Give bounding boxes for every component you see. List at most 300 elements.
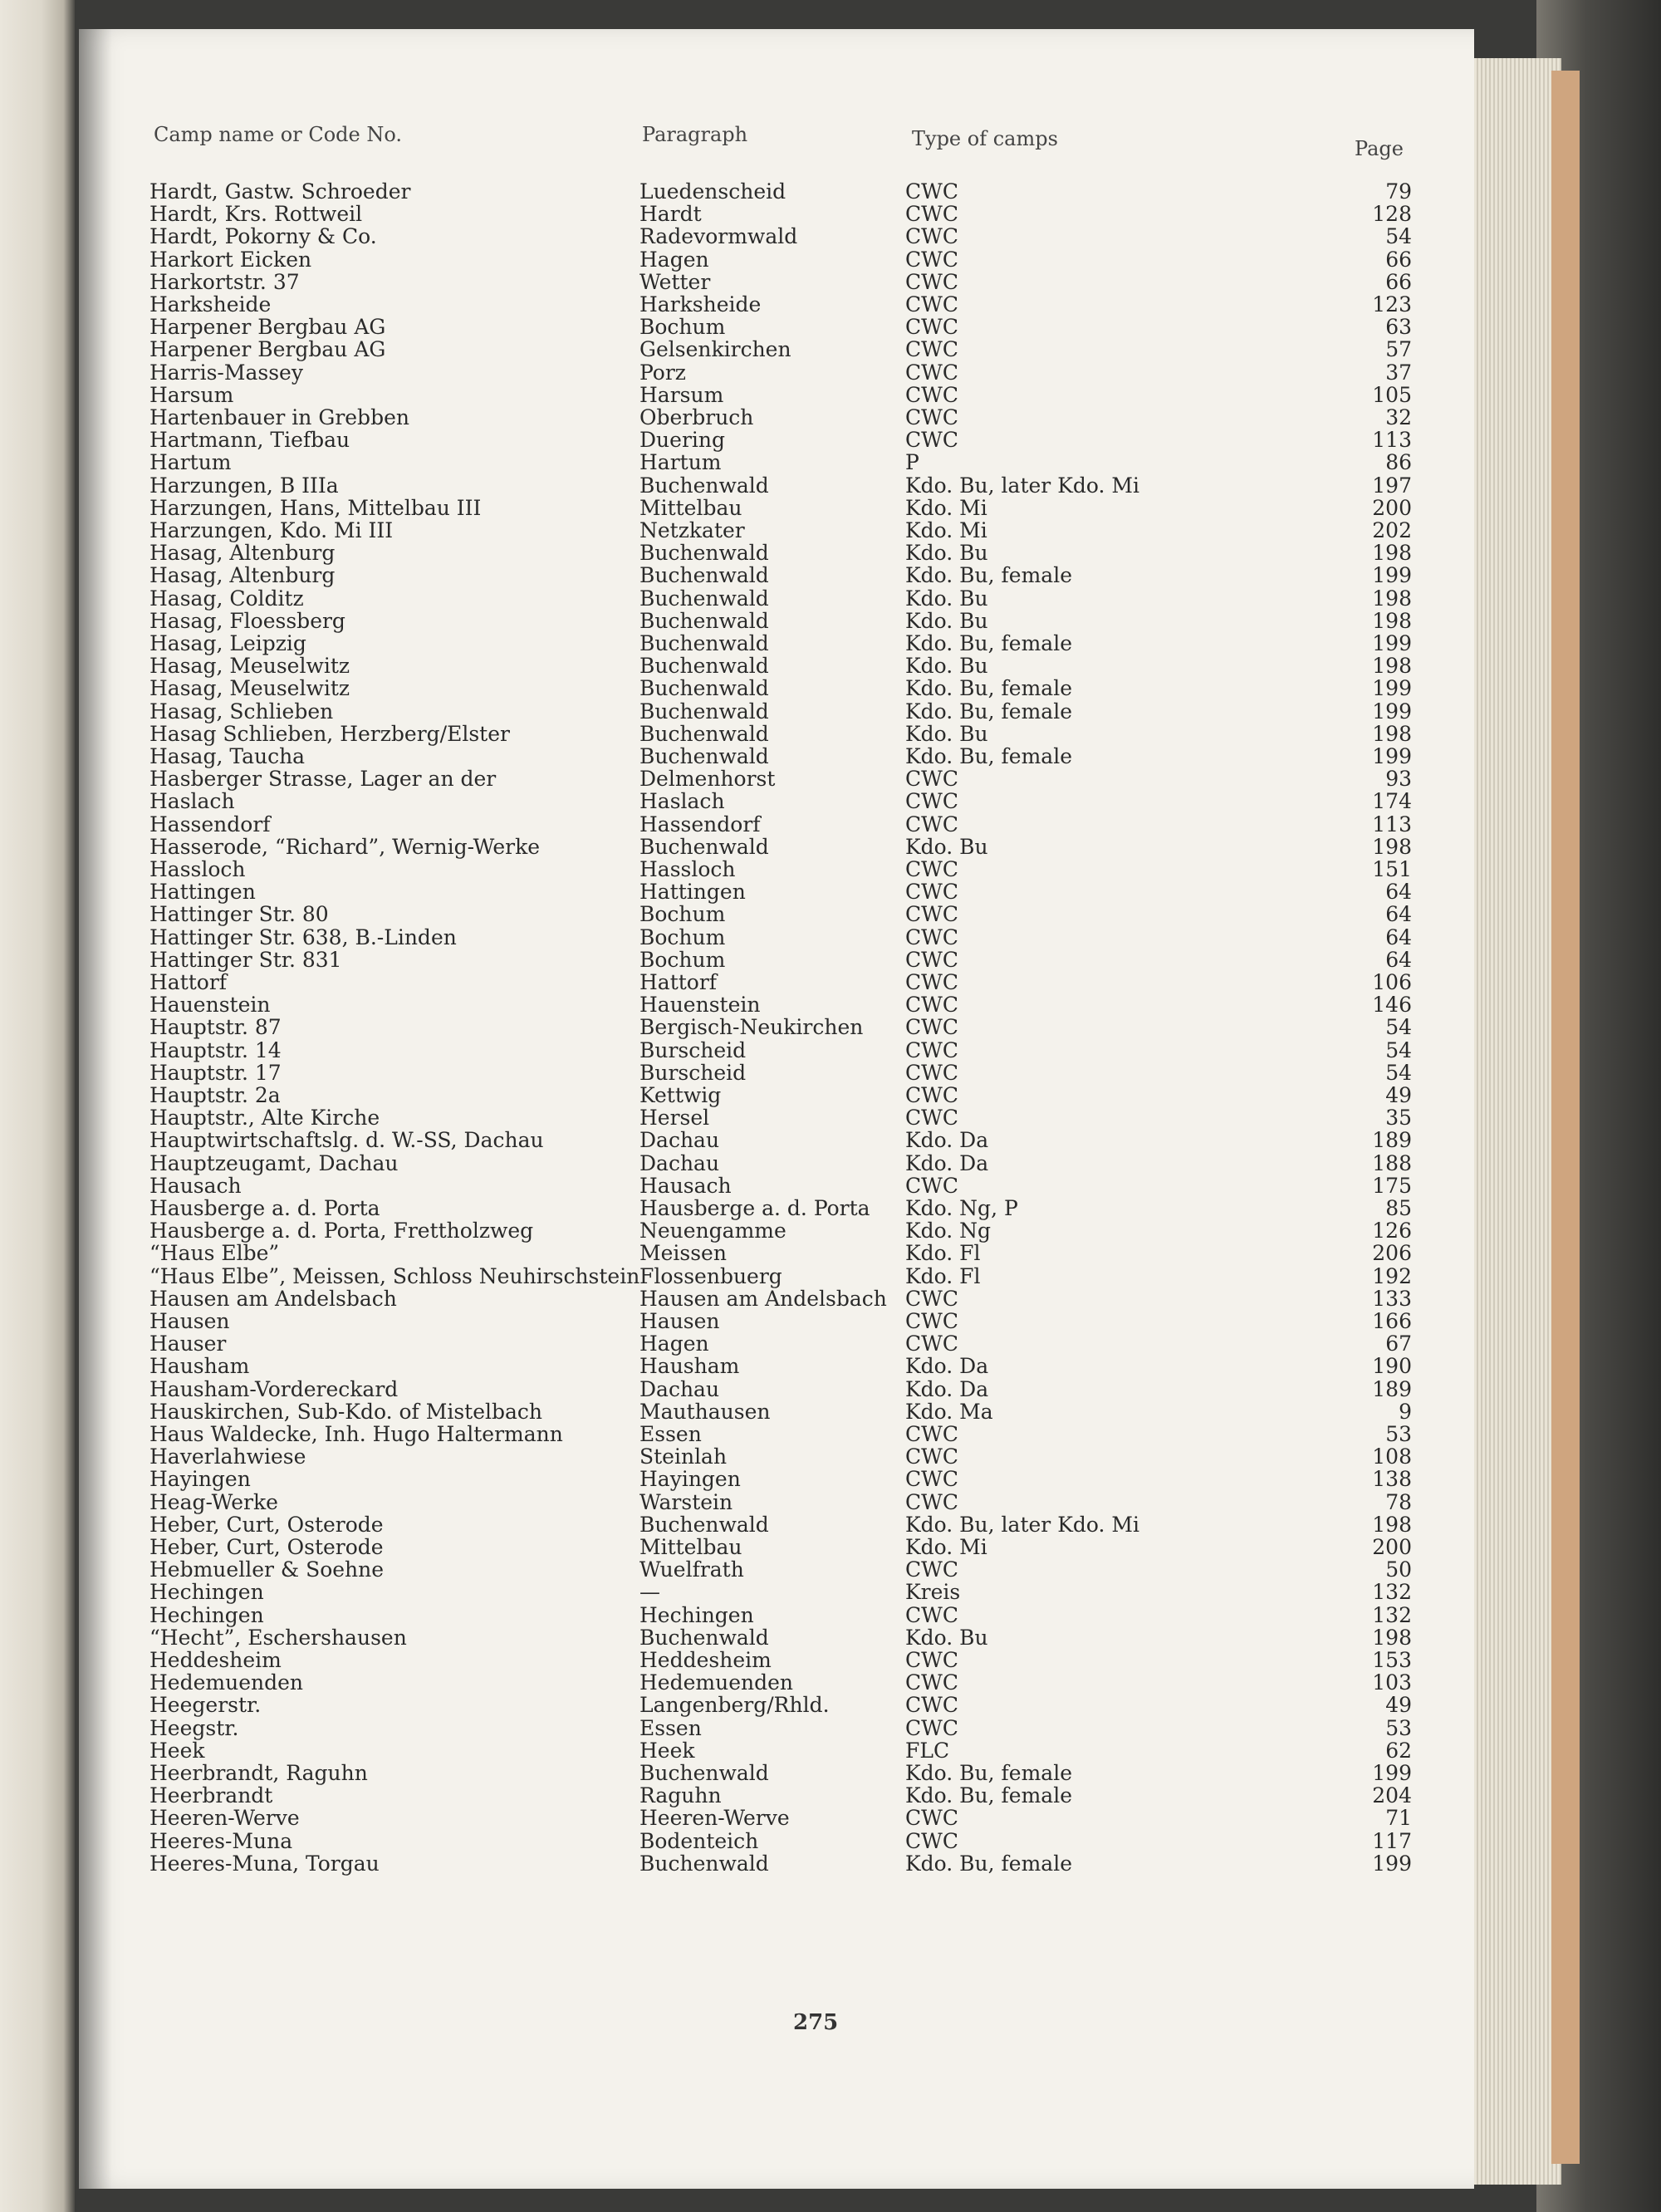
paragraph-cell: Hayingen [639,1467,741,1492]
paragraph-cell: Netzkater [639,518,745,542]
paragraph-cell: Porz [639,360,686,385]
page-ref-cell: 35 [1385,1106,1412,1131]
camp-name-cell: Hausen [149,1309,230,1333]
page-ref-cell: 192 [1372,1263,1412,1288]
table-row [79,1424,1474,1445]
page-ref-cell: 50 [1385,1557,1412,1582]
table-row [79,904,1474,925]
camp-name-cell: Hartum [149,450,232,475]
page-ref-cell: 174 [1372,789,1412,814]
camp-name-cell: Heegerstr. [149,1693,262,1718]
camp-type-cell: CWC [905,880,958,905]
paragraph-cell: Luedenscheid [639,179,786,204]
paragraph-cell: Hechingen [639,1602,754,1627]
page-ref-cell: 199 [1372,676,1412,701]
table-row [79,1175,1474,1197]
paragraph-cell: Bochum [639,947,726,972]
camp-name-cell: Hauptzeugamt, Dachau [149,1150,399,1175]
camp-name-cell: Hausberge a. d. Porta, Frettholzweg [149,1219,534,1243]
camp-type-cell: CWC [905,902,958,927]
camp-name-cell: Hardt, Pokorny & Co. [149,224,377,249]
page-ref-cell: 206 [1372,1241,1412,1266]
page-ref-cell: 54 [1385,1037,1412,1062]
paragraph-cell: Meissen [639,1241,727,1266]
paragraph-cell: Hardt [639,202,702,227]
camp-name-cell: Hauenstein [149,993,271,1018]
paragraph-cell: Langenberg/Rhld. [639,1693,830,1718]
paragraph-cell: Hausen [639,1309,720,1333]
paragraph-cell: Buchenwald [639,541,769,566]
table-row [79,1085,1474,1106]
page-ref-cell: 198 [1372,721,1412,746]
page-ref-cell: 113 [1372,812,1412,836]
camp-name-cell: Harzungen, B IIIa [149,473,339,498]
page-ref-cell: 105 [1372,382,1412,407]
page-ref-cell: 197 [1372,473,1412,498]
camp-name-cell: Hasag, Altenburg [149,563,336,588]
camp-type-cell: CWC [905,970,958,994]
camp-name-cell: Heeren-Werve [149,1806,300,1831]
camp-type-cell: Kdo. Bu, female [905,563,1073,588]
camp-name-cell: Hauptstr. 2a [149,1083,281,1107]
camp-type-cell: Kdo. Bu [905,654,988,679]
camp-name-cell: Hasberger Strasse, Lager an der [149,767,497,792]
camp-type-cell: CWC [905,1444,958,1469]
page-ref-cell: 153 [1372,1648,1412,1672]
camp-name-cell: Heeres-Muna [149,1828,293,1853]
paragraph-cell: Hagen [639,247,709,272]
paragraph-cell: Buchenwald [639,1761,769,1785]
camp-name-cell: Hasag Schlieben, Herzberg/Elster [149,721,510,746]
paragraph-cell: Mauthausen [639,1399,771,1424]
camp-type-cell: CWC [905,1693,958,1718]
page-ref-cell: 63 [1385,315,1412,340]
camp-type-cell: CWC [905,1467,958,1492]
camp-type-cell: Kdo. Bu, female [905,744,1073,768]
camp-name-cell: “Haus Elbe”, Meissen, Schloss Neuhirschstein [149,1263,640,1288]
table-row [79,1062,1474,1084]
camp-name-cell: Hasag, Floessberg [149,608,345,633]
page-ref-cell: 198 [1372,608,1412,633]
camp-type-cell: CWC [905,1173,958,1198]
table-row [79,1650,1474,1671]
camp-name-cell: Hechingen [149,1580,264,1605]
paragraph-cell: Hausach [639,1173,732,1198]
camp-name-cell: Harris-Massey [149,360,303,385]
paragraph-cell: Hattorf [639,970,718,994]
page-ref-cell: 189 [1372,1376,1412,1401]
page-ref-cell: 108 [1372,1444,1412,1469]
table-row [79,1130,1474,1151]
page-ref-cell: 57 [1385,337,1412,362]
page-ref-cell: 126 [1372,1219,1412,1243]
camp-type-cell: CWC [905,1715,958,1740]
page-ref-cell: 199 [1372,563,1412,588]
paragraph-cell: Raguhn [639,1783,722,1808]
camp-type-cell: Kdo. Mi [905,518,987,542]
table-row [79,859,1474,880]
camp-type-cell: CWC [905,1286,958,1311]
table-row [79,1376,1474,1401]
table-row [79,633,1474,655]
camp-name-cell: Harkortstr. 37 [149,269,300,294]
header-camp-name: Camp name or Code No. [154,123,402,146]
paragraph-cell: Wuelfrath [639,1557,744,1582]
camp-name-cell: Hasag, Colditz [149,586,304,611]
page-ref-cell: 32 [1385,405,1412,429]
table-row [79,814,1474,836]
table-row [79,1853,1474,1875]
camp-name-cell: Hartmann, Tiefbau [149,428,350,453]
camp-type-cell: Kdo. Bu, female [905,676,1073,701]
paragraph-cell: Bochum [639,925,726,949]
camp-type-cell: Kdo. Bu, female [905,699,1073,723]
paragraph-cell: Kettwig [639,1083,722,1107]
table-row [79,429,1474,451]
table-row [79,1785,1474,1807]
camp-type-cell: CWC [905,337,958,362]
paragraph-cell: Burscheid [639,1060,747,1085]
paragraph-cell: Mittelbau [639,1535,742,1559]
page-ref-cell: 151 [1372,857,1412,881]
paragraph-cell: Buchenwald [639,631,769,655]
camp-name-cell: Heek [149,1738,205,1763]
page-ref-cell: 49 [1385,1693,1412,1718]
camp-name-cell: Hauser [149,1332,227,1356]
paragraph-cell: — [639,1580,660,1605]
paragraph-cell: Hersel [639,1106,710,1131]
camp-type-cell: FLC [905,1738,950,1763]
camp-name-cell: Hauptstr. 14 [149,1037,282,1062]
camp-type-cell: Kdo. Mi [905,1535,987,1559]
camp-type-cell: CWC [905,224,958,249]
camp-type-cell: Kdo. Ng [905,1219,992,1243]
camp-name-cell: Hassloch [149,857,246,881]
page-ref-cell: 175 [1372,1173,1412,1198]
camp-type-cell: CWC [905,767,958,792]
paragraph-cell: Delmenhorst [639,767,776,792]
paragraph-cell: Heddesheim [639,1648,772,1672]
paragraph-cell: Hausen am Andelsbach [639,1286,887,1311]
header-type-of-camps: Type of camps [912,127,1058,150]
camp-name-cell: Haslach [149,789,235,814]
page-ref-cell: 198 [1372,541,1412,566]
table-row [79,1672,1474,1694]
page-ref-cell: 53 [1385,1715,1412,1740]
camp-type-cell: Kdo. Bu, later Kdo. Mi [905,473,1139,498]
camp-type-cell: CWC [905,292,958,316]
table-row [79,701,1474,723]
camp-type-cell: CWC [905,993,958,1018]
table-row [79,1469,1474,1490]
table-row [79,608,1474,633]
camp-name-cell: Hattingen [149,880,256,905]
table-row [79,746,1474,768]
camp-type-cell: CWC [905,1557,958,1582]
camp-name-cell: Hasag, Meuselwitz [149,654,350,679]
paragraph-cell: Bochum [639,315,726,340]
camp-name-cell: Hausberge a. d. Porta [149,1196,380,1220]
camp-type-cell: CWC [905,1106,958,1131]
camp-type-cell: Kdo. Bu, female [905,1783,1073,1808]
table-row [79,475,1474,497]
page-ref-cell: 66 [1385,247,1412,272]
table-row [79,181,1474,203]
paragraph-cell: Duering [639,428,725,453]
table-row [79,1559,1474,1581]
camp-type-cell: CWC [905,1602,958,1627]
paragraph-cell: Bochum [639,902,726,927]
camp-type-cell: Kdo. Mi [905,495,987,520]
table-row [79,1715,1474,1740]
page-ref-cell: 199 [1372,1851,1412,1876]
paragraph-cell: Steinlah [639,1444,728,1469]
camp-type-cell: Kdo. Da [905,1128,989,1153]
page-ref-cell: 198 [1372,1512,1412,1537]
paragraph-cell: Buchenwald [639,1512,769,1537]
table-row [79,520,1474,542]
page-ref-cell: 64 [1385,925,1412,949]
camp-type-cell: Kdo. Da [905,1376,989,1401]
page-ref-cell: 202 [1372,518,1412,542]
camp-name-cell: “Hecht”, Eschershausen [149,1625,407,1650]
table-row [79,881,1474,903]
camp-name-cell: Hauptwirtschaftslg. d. W.-SS, Dachau [149,1128,544,1153]
camp-name-cell: Harzungen, Hans, Mittelbau III [149,495,482,520]
page-ref-cell: 64 [1385,947,1412,972]
paragraph-cell: Buchenwald [639,721,769,746]
table-row [79,1828,1474,1853]
table-row [79,836,1474,858]
table-row [79,1514,1474,1536]
paragraph-cell: Buchenwald [639,654,769,679]
camp-name-cell: Hausham-Vordereckard [149,1376,399,1401]
paragraph-cell: Wetter [639,269,711,294]
paragraph-cell: Buchenwald [639,699,769,723]
camp-name-cell: Hardt, Krs. Rottweil [149,202,363,227]
camp-type-cell: Kdo. Bu [905,586,988,611]
paragraph-cell: Essen [639,1715,702,1740]
paragraph-cell: Hattingen [639,880,746,905]
table-row [79,542,1474,564]
camp-type-cell: Kreis [905,1580,961,1605]
camp-name-cell: Hattinger Str. 80 [149,902,329,927]
camp-type-cell: Kdo. Da [905,1354,989,1379]
page-ref-cell: 198 [1372,654,1412,679]
table-row [79,1150,1474,1175]
table-row [79,1740,1474,1762]
table-row [79,1243,1474,1264]
camp-type-cell: CWC [905,179,958,204]
paragraph-cell: Hauenstein [639,993,761,1018]
book-page [79,29,1474,2189]
camp-name-cell: Harksheide [149,292,272,316]
table-row [79,1263,1474,1288]
page-ref-cell: 64 [1385,880,1412,905]
paragraph-cell: Buchenwald [639,1625,769,1650]
table-row [79,655,1474,677]
camp-name-cell: Hasag, Leipzig [149,631,306,655]
camp-type-cell: CWC [905,1015,958,1040]
camp-type-cell: Kdo. Bu [905,1625,988,1650]
page-ref-cell: 132 [1372,1602,1412,1627]
table-row [79,1446,1474,1468]
table-row [79,768,1474,790]
table-row [79,1602,1474,1627]
page-ref-cell: 188 [1372,1150,1412,1175]
page-ref-cell: 64 [1385,902,1412,927]
table-row [79,588,1474,610]
table-row [79,927,1474,949]
paragraph-cell: Harksheide [639,292,762,316]
camp-type-cell: CWC [905,405,958,429]
camp-name-cell: Hasserode, “Richard”, Wernig-Werke [149,834,541,859]
paragraph-cell: Hausham [639,1354,740,1379]
camp-type-cell: CWC [905,1083,958,1107]
table-row [79,362,1474,384]
camp-name-cell: Hattinger Str. 638, B.-Linden [149,925,457,949]
camp-type-cell: CWC [905,382,958,407]
table-row [79,1333,1474,1355]
table-row [79,1695,1474,1716]
camp-name-cell: Heag-Werke [149,1489,278,1514]
table-row [79,949,1474,971]
table-row [79,1220,1474,1242]
camp-type-cell: CWC [905,1060,958,1085]
camp-type-cell: Kdo. Ma [905,1399,993,1424]
camp-name-cell: “Haus Elbe” [149,1241,280,1266]
table-row [79,1582,1474,1603]
camp-name-cell: Hauptstr. 17 [149,1060,282,1085]
table-row [79,1627,1474,1649]
page-ref-cell: 198 [1372,834,1412,859]
camp-type-cell: CWC [905,360,958,385]
camp-name-cell: Heber, Curt, Osterode [149,1512,384,1537]
camp-type-cell: CWC [905,1828,958,1853]
table-row [79,1198,1474,1219]
camp-name-cell: Hartenbauer in Grebben [149,405,409,429]
camp-type-cell: Kdo. Ng, P [905,1196,1018,1220]
paragraph-cell: Neuengamme [639,1219,786,1243]
paragraph-cell: Oberbruch [639,405,754,429]
page-ref-cell: 166 [1372,1309,1412,1333]
paragraph-cell: Hagen [639,1332,709,1356]
camp-type-cell: Kdo. Bu [905,834,988,859]
camp-type-cell: CWC [905,812,958,836]
camp-type-cell: Kdo. Bu, female [905,1851,1073,1876]
page-ref-cell: 79 [1385,179,1412,204]
camp-name-cell: Hassendorf [149,812,271,836]
camp-name-cell: Hauskirchen, Sub-Kdo. of Mistelbach [149,1399,543,1424]
camp-name-cell: Haus Waldecke, Inh. Hugo Haltermann [149,1422,563,1446]
page-ref-cell: 199 [1372,744,1412,768]
camp-name-cell: Hausach [149,1173,242,1198]
camp-name-cell: Hattinger Str. 831 [149,947,342,972]
camp-name-cell: Hedemuenden [149,1670,303,1695]
table-row [79,1763,1474,1784]
page-stack-edges [1462,58,1561,2185]
paragraph-cell: Hedemuenden [639,1670,793,1695]
camp-type-cell: CWC [905,1806,958,1831]
camp-type-cell: CWC [905,315,958,340]
table-row [79,339,1474,360]
page-ref-cell: 190 [1372,1354,1412,1379]
camp-name-cell: Hasag, Taucha [149,744,306,768]
page-ref-cell: 85 [1385,1196,1412,1220]
camp-type-cell: CWC [905,1037,958,1062]
camp-type-cell: CWC [905,1422,958,1446]
camp-name-cell: Harsum [149,382,234,407]
page-ref-cell: 67 [1385,1332,1412,1356]
paragraph-cell: Buchenwald [639,473,769,498]
header-page: Page [1355,137,1404,160]
page-ref-cell: 128 [1372,202,1412,227]
camp-type-cell: CWC [905,857,958,881]
page-ref-cell: 133 [1372,1286,1412,1311]
paragraph-cell: Buchenwald [639,834,769,859]
camp-type-cell: Kdo. Bu [905,541,988,566]
paragraph-cell: Bodenteich [639,1828,759,1853]
table-row [79,316,1474,338]
page-ref-cell: 189 [1372,1128,1412,1153]
page-ref-cell: 198 [1372,586,1412,611]
table-row [79,1537,1474,1558]
table-row [79,407,1474,429]
camp-type-cell: CWC [905,1489,958,1514]
camp-type-cell: CWC [905,428,958,453]
page-ref-cell: 106 [1372,970,1412,994]
paragraph-cell: Buchenwald [639,676,769,701]
paragraph-cell: Buchenwald [639,744,769,768]
page-ref-cell: 54 [1385,1015,1412,1040]
camp-type-cell: CWC [905,202,958,227]
page-ref-cell: 71 [1385,1806,1412,1831]
camp-type-cell: CWC [905,789,958,814]
camp-name-cell: Heerbrandt [149,1783,273,1808]
page-ref-cell: 113 [1372,428,1412,453]
table-row [79,1807,1474,1829]
camp-type-cell: CWC [905,925,958,949]
camp-name-cell: Heeres-Muna, Torgau [149,1851,380,1876]
camp-name-cell: Hebmueller & Soehne [149,1557,385,1582]
camp-name-cell: Hasag, Altenburg [149,541,336,566]
paragraph-cell: Essen [639,1422,702,1446]
camp-name-cell: Hauptstr., Alte Kirche [149,1106,380,1131]
table-row [79,1037,1474,1062]
paragraph-cell: Radevormwald [639,224,798,249]
page-ref-cell: 117 [1372,1828,1412,1853]
paragraph-cell: Heeren-Werve [639,1806,790,1831]
table-row [79,249,1474,271]
page-ref-cell: 54 [1385,224,1412,249]
paragraph-cell: Mittelbau [639,495,742,520]
paragraph-cell: Buchenwald [639,1851,769,1876]
page-ref-cell: 200 [1372,1535,1412,1559]
paragraph-cell: Burscheid [639,1037,747,1062]
table-row [79,452,1474,473]
endpaper-strip [1551,71,1580,2164]
table-row [79,994,1474,1016]
paragraph-cell: Gelsenkirchen [639,337,791,362]
table-row [79,204,1474,225]
camp-type-cell: CWC [905,947,958,972]
page-ref-cell: 200 [1372,495,1412,520]
camp-type-cell: Kdo. Fl [905,1263,981,1288]
camp-type-cell: Kdo. Bu, female [905,631,1073,655]
page-ref-cell: 123 [1372,292,1412,316]
page-ref-cell: 199 [1372,631,1412,655]
gutter-shadow [79,29,112,2189]
